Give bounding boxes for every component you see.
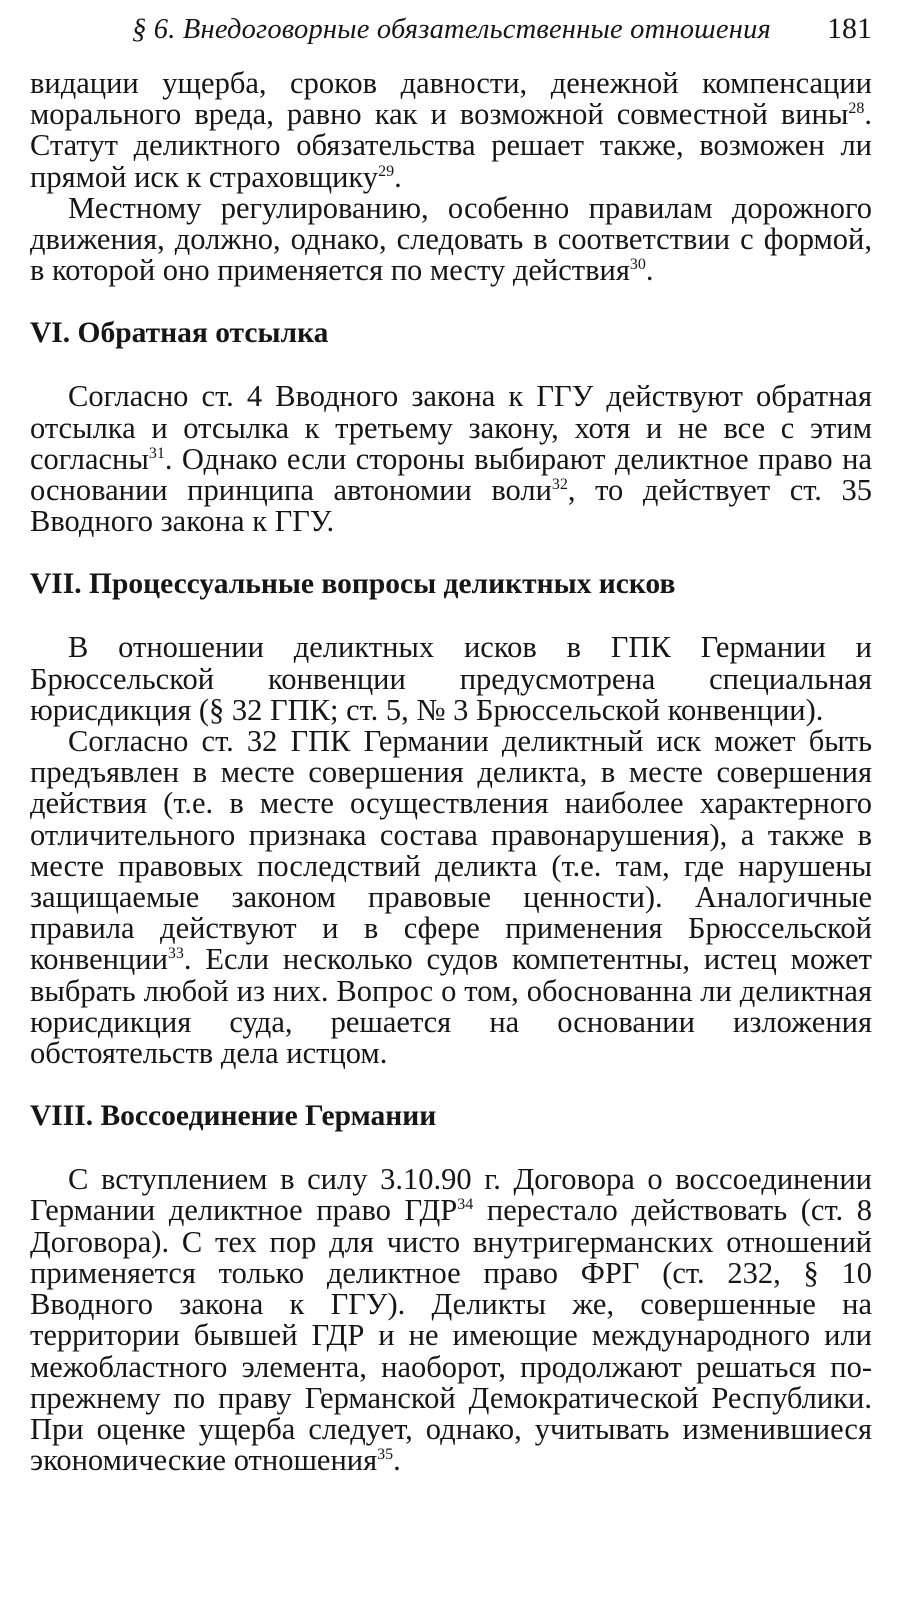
footnote-ref-28[interactable]: 28: [848, 100, 865, 118]
page-number: 181: [827, 12, 872, 45]
paragraph-intro-2: [30, 190, 872, 288]
text-run: . Однако если стороны выбирают деликтное право на основании принципа автономии воли: [30, 441, 872, 508]
text-run: .: [645, 253, 654, 288]
book-page: [30, 0, 872, 1476]
text-run: .: [394, 159, 402, 194]
text-run: . Если несколько судов компетентны, истец может выбрать любой из них. Вопрос о том, обоснованна ли деликтная юрисдикция суда, решается на основании изложения обстоятельств дела истцом.: [30, 942, 872, 1071]
text-run: перестало действовать (ст. 8 Договора). С тех пор для чисто внутригерманских отношений применяется только деликтное право ФРГ (ст. 232, § 10 Вводного закона к ГГУ). Деликты же, совершенные на территории бывшей ГДР и не имеющие международного или межобластного элемента, наоборот, продолжают решаться по-прежнему по праву Германской Демократической Республики. При оценке ущерба следует, однако, учитывать изменившиеся экономические отношения: [30, 1193, 872, 1478]
text-run: Согласно ст. 4 Вводного закона к ГГУ действуют обратная отсылка и отсылка к третьему закону, хотя и не все с этим согласны: [30, 379, 872, 476]
text-run: С вступлением в силу 3.10.90 г. Договора о воссоединении Германии деликтное право ГДР: [30, 1162, 872, 1228]
paragraph-vii-1: В отношении деликтных исков в ГПК Германии и Брюссельской конвенции предусмотрена специальная юрисдикция (§ 32 ГПК; ст. 5, № 3 Брюссельской конвенции).: [30, 630, 872, 727]
text-run: видации ущерба, сроков давности, денежной компенсации морального вреда, равно как и возможной совместной вины: [30, 66, 872, 132]
running-head-title: § 6. Внедоговорные обязательственные отношения: [132, 14, 771, 45]
footnote-ref-30[interactable]: 30: [629, 256, 646, 274]
text-run: , то действует ст. 35 Вводного закона к ГГУ.: [30, 473, 872, 539]
section-heading-viii: VIII. Воссоединение Германии: [30, 1100, 437, 1133]
paragraph-vii-2: [30, 726, 872, 1069]
footnote-ref-31[interactable]: 31: [148, 444, 165, 462]
text-run: .: [393, 1443, 401, 1478]
footnote-ref-32[interactable]: 32: [551, 476, 568, 494]
footnote-ref-29[interactable]: 29: [378, 162, 395, 180]
paragraph-intro-1: [30, 68, 872, 193]
text-run: . Статут деликтного обязательства решает также, возможен ли прямой иск к страховщику: [30, 97, 872, 194]
paragraph-vi-1: [30, 381, 872, 537]
paragraph-viii-1: [30, 1164, 872, 1476]
footnote-ref-34[interactable]: 34: [457, 1196, 474, 1214]
footnote-ref-33[interactable]: 33: [167, 945, 184, 963]
section-heading-vii: VII. Процессуальные вопросы деликтных исков: [30, 568, 676, 601]
text-run: Местному регулированию, особенно правилам дорожного движения, должно, однако, следовать в соответствии с формой, в которой оно применяется по месту действия: [30, 190, 872, 288]
section-heading-vi: VI. Обратная отсылка: [30, 317, 329, 350]
footnote-ref-35[interactable]: 35: [377, 1446, 394, 1464]
running-head: [30, 0, 872, 68]
text-run: Согласно ст. 32 ГПК Германии деликтный иск может быть предъявлен в месте совершения деликта, в месте совершения действия (т.е. в месте осуществления наиболее характерного отличительного признака состава правонарушения), а также в месте правовых последствий деликта (т.е. там, где нарушены защищаемые законом правовые ценности). Аналогичные правила действуют и в сфере применения Брюссельской конвенции: [30, 724, 872, 977]
